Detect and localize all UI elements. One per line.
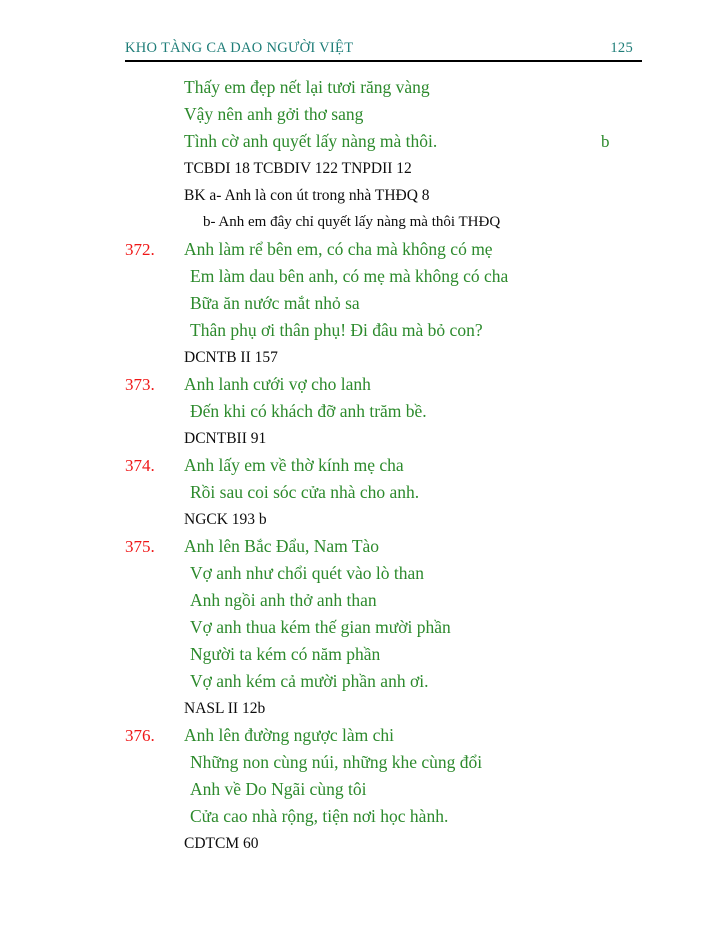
- verse-line: [0, 290, 723, 317]
- verse-line: [0, 74, 723, 101]
- verse-text: Anh về Do Ngãi cùng tôi: [190, 779, 367, 799]
- cadao-entry: [0, 452, 723, 533]
- verse-line: [0, 398, 723, 425]
- reference-line: [0, 155, 723, 182]
- reference-line: [0, 425, 723, 452]
- variant-line: [0, 209, 723, 236]
- variant-text: b- Anh em đây chỉ quyết lấy nàng mà thôi THĐQ: [203, 214, 501, 230]
- verse-line: [0, 614, 723, 641]
- variant-text: BK a- Anh là con út trong nhà THĐQ 8: [184, 187, 430, 204]
- verse-line: [0, 236, 723, 263]
- verse-line: [0, 722, 723, 749]
- verse-line: [0, 803, 723, 830]
- entry-number: 372.: [125, 240, 155, 259]
- verse-line: [0, 587, 723, 614]
- verse-text: Anh lên Bắc Đẩu, Nam Tào: [184, 536, 380, 556]
- verse-text: Anh lanh cưới vợ cho lanh: [184, 374, 371, 394]
- verse-text: Tình cờ anh quyết lấy nàng mà thôi.: [184, 131, 438, 151]
- cadao-entry: [0, 371, 723, 452]
- verse-text: Đến khi có khách đỡ anh trăm bề.: [190, 401, 427, 421]
- verse-line: [0, 128, 723, 155]
- verse-line: [0, 263, 723, 290]
- entry-number: 375.: [125, 537, 155, 556]
- entries: [0, 236, 723, 857]
- verse-text: Anh làm rể bên em, có cha mà không có mẹ: [184, 239, 493, 259]
- verse-line: [0, 317, 723, 344]
- reference-text: DCNTBII 91: [184, 430, 267, 447]
- reference-line: [0, 830, 723, 857]
- reference-line: [0, 695, 723, 722]
- reference-text: TCBDI 18 TCBDIV 122 TNPDII 12: [184, 160, 412, 177]
- page-content: [0, 74, 723, 857]
- verse-text: Anh ngồi anh thở anh than: [190, 590, 377, 610]
- verse-line: [0, 479, 723, 506]
- verse-line: [0, 560, 723, 587]
- entry-number: 373.: [125, 375, 155, 394]
- verse-line: [0, 668, 723, 695]
- entry-number: 374.: [125, 456, 155, 475]
- verse-line: [0, 749, 723, 776]
- verse-text: Rồi sau coi sóc cửa nhà cho anh.: [190, 482, 420, 502]
- verse-text: Vợ anh như chổi quét vào lò than: [190, 563, 425, 583]
- verse-text: Vậy nên anh gởi thơ sang: [184, 104, 364, 124]
- cadao-entry: [0, 722, 723, 857]
- cadao-entry: [0, 236, 723, 371]
- verse-line: [0, 641, 723, 668]
- reference-line: [0, 506, 723, 533]
- verse-text: Anh lấy em về thờ kính mẹ cha: [184, 455, 404, 475]
- page-number: 125: [610, 40, 633, 56]
- verse-text: Vợ anh kém cả mười phần anh ơi.: [190, 671, 429, 691]
- header-rule: [125, 60, 642, 62]
- verse-text: Cửa cao nhà rộng, tiện nơi học hành.: [190, 806, 449, 826]
- verse-line: [0, 776, 723, 803]
- verse-text: Thấy em đẹp nết lại tươi răng vàng: [184, 77, 430, 97]
- reference-line: [0, 344, 723, 371]
- verse-text: Anh lên đường ngược làm chi: [184, 725, 395, 745]
- carryover-verse-block: [0, 74, 723, 236]
- verse-line: [0, 452, 723, 479]
- verse-text: Vợ anh thua kém thế gian mười phần: [190, 617, 451, 637]
- reference-text: CDTCM 60: [184, 835, 259, 852]
- verse-text: Em làm dau bên anh, có mẹ mà không có cha: [190, 266, 509, 286]
- reference-text: NASL II 12b: [184, 700, 266, 717]
- verse-text: Người ta kém có năm phần: [190, 644, 381, 664]
- running-title: KHO TÀNG CA DAO NGƯỜI VIỆT: [125, 40, 354, 56]
- verse-line: [0, 101, 723, 128]
- verse-text: Những non cùng núi, những khe cùng đổi: [190, 752, 483, 772]
- reference-text: DCNTB II 157: [184, 349, 278, 366]
- entry-number: 376.: [125, 726, 155, 745]
- verse-line: [0, 371, 723, 398]
- cadao-entry: [0, 533, 723, 722]
- verse-text: Thân phụ ơi thân phụ! Đi đâu mà bỏ con?: [190, 320, 483, 340]
- variant-line: [0, 182, 723, 209]
- page-header: [125, 40, 633, 57]
- variant-margin-label: b: [601, 132, 610, 151]
- verse-text: Bữa ăn nước mắt nhỏ sa: [190, 293, 360, 313]
- verse-line: [0, 533, 723, 560]
- reference-text: NGCK 193 b: [184, 511, 267, 528]
